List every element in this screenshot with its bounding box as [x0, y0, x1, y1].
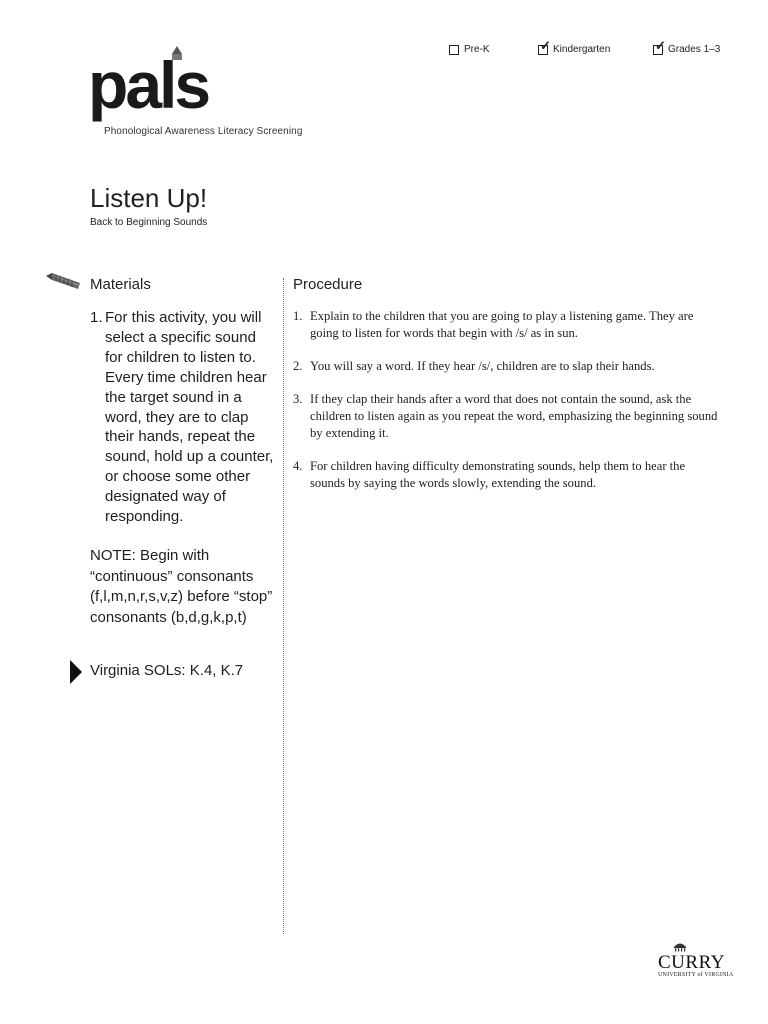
page-subtitle: Back to Beginning Sounds — [90, 217, 208, 228]
curry-subtext: UNIVERSITY of VIRGINIA — [658, 972, 734, 978]
grade-label: Kindergarten — [553, 44, 611, 55]
checkbox-checked-icon: ✓ — [540, 38, 551, 53]
item-text: Explain to the children that you are going to play a listening game. They are going to listen for words that begin with /s/ as in sun. — [310, 309, 694, 340]
grade-1-3-checkbox[interactable] — [653, 38, 721, 55]
tagline: Phonological Awareness Literacy Screening — [104, 126, 303, 137]
list-item — [293, 458, 718, 492]
procedure-list — [293, 308, 718, 508]
triangle-arrow-icon — [70, 660, 82, 684]
rotunda-icon — [672, 940, 688, 952]
list-item — [293, 391, 718, 442]
materials-heading: Materials — [90, 276, 151, 293]
pals-logo — [88, 44, 238, 124]
item-text: For children having difficulty demonstrating sounds, help them to hear the sounds by saying the words slowly, extending the sound. — [310, 459, 686, 490]
checkbox-empty-icon — [449, 45, 459, 55]
virginia-sols: Virginia SOLs: K.4, K.7 — [90, 662, 244, 679]
curry-logo — [650, 940, 734, 980]
item-text: You will say a word. If they hear /s/, children are to slap their hands. — [310, 359, 655, 373]
logo-wordmark: pals — [88, 48, 209, 122]
procedure-heading: Procedure — [293, 276, 363, 293]
grade-kindergarten-checkbox[interactable] — [538, 38, 611, 55]
list-item — [90, 308, 276, 527]
materials-list — [90, 308, 276, 527]
item-text: If they clap their hands after a word that does not contain the sound, ask the children to listen again as you repeat the word, emphasizing the beginning sound by extending it. — [310, 392, 718, 440]
curry-wordmark: CURRY — [658, 952, 725, 973]
item-number: 1. — [90, 309, 103, 326]
item-number: 4. — [293, 459, 303, 473]
item-number: 1. — [293, 309, 303, 323]
checkbox-checked-icon: ✓ — [655, 38, 666, 53]
grade-label: Grades 1–3 — [668, 44, 721, 55]
list-item — [293, 358, 718, 375]
item-text: For this activity, you will select a specific sound for children to listen to. Every time children hear the target sound in a word, they are to clap their hands, repeat the sound, hold up a counter, or choose some other designated way of responding. — [105, 309, 274, 526]
pencil-icon — [44, 270, 84, 294]
item-number: 2. — [293, 359, 303, 373]
column-divider — [283, 278, 284, 934]
grade-prek-checkbox[interactable] — [449, 44, 490, 55]
materials-note: NOTE: Begin with “continuous” consonants (f,l,m,n,r,s,v,z) before “stop” consonants (b,d,g,k,p,t) — [90, 547, 273, 626]
list-item — [293, 308, 718, 342]
grade-label: Pre-K — [464, 44, 490, 55]
page-title: Listen Up! — [90, 183, 208, 213]
item-number: 3. — [293, 392, 303, 406]
